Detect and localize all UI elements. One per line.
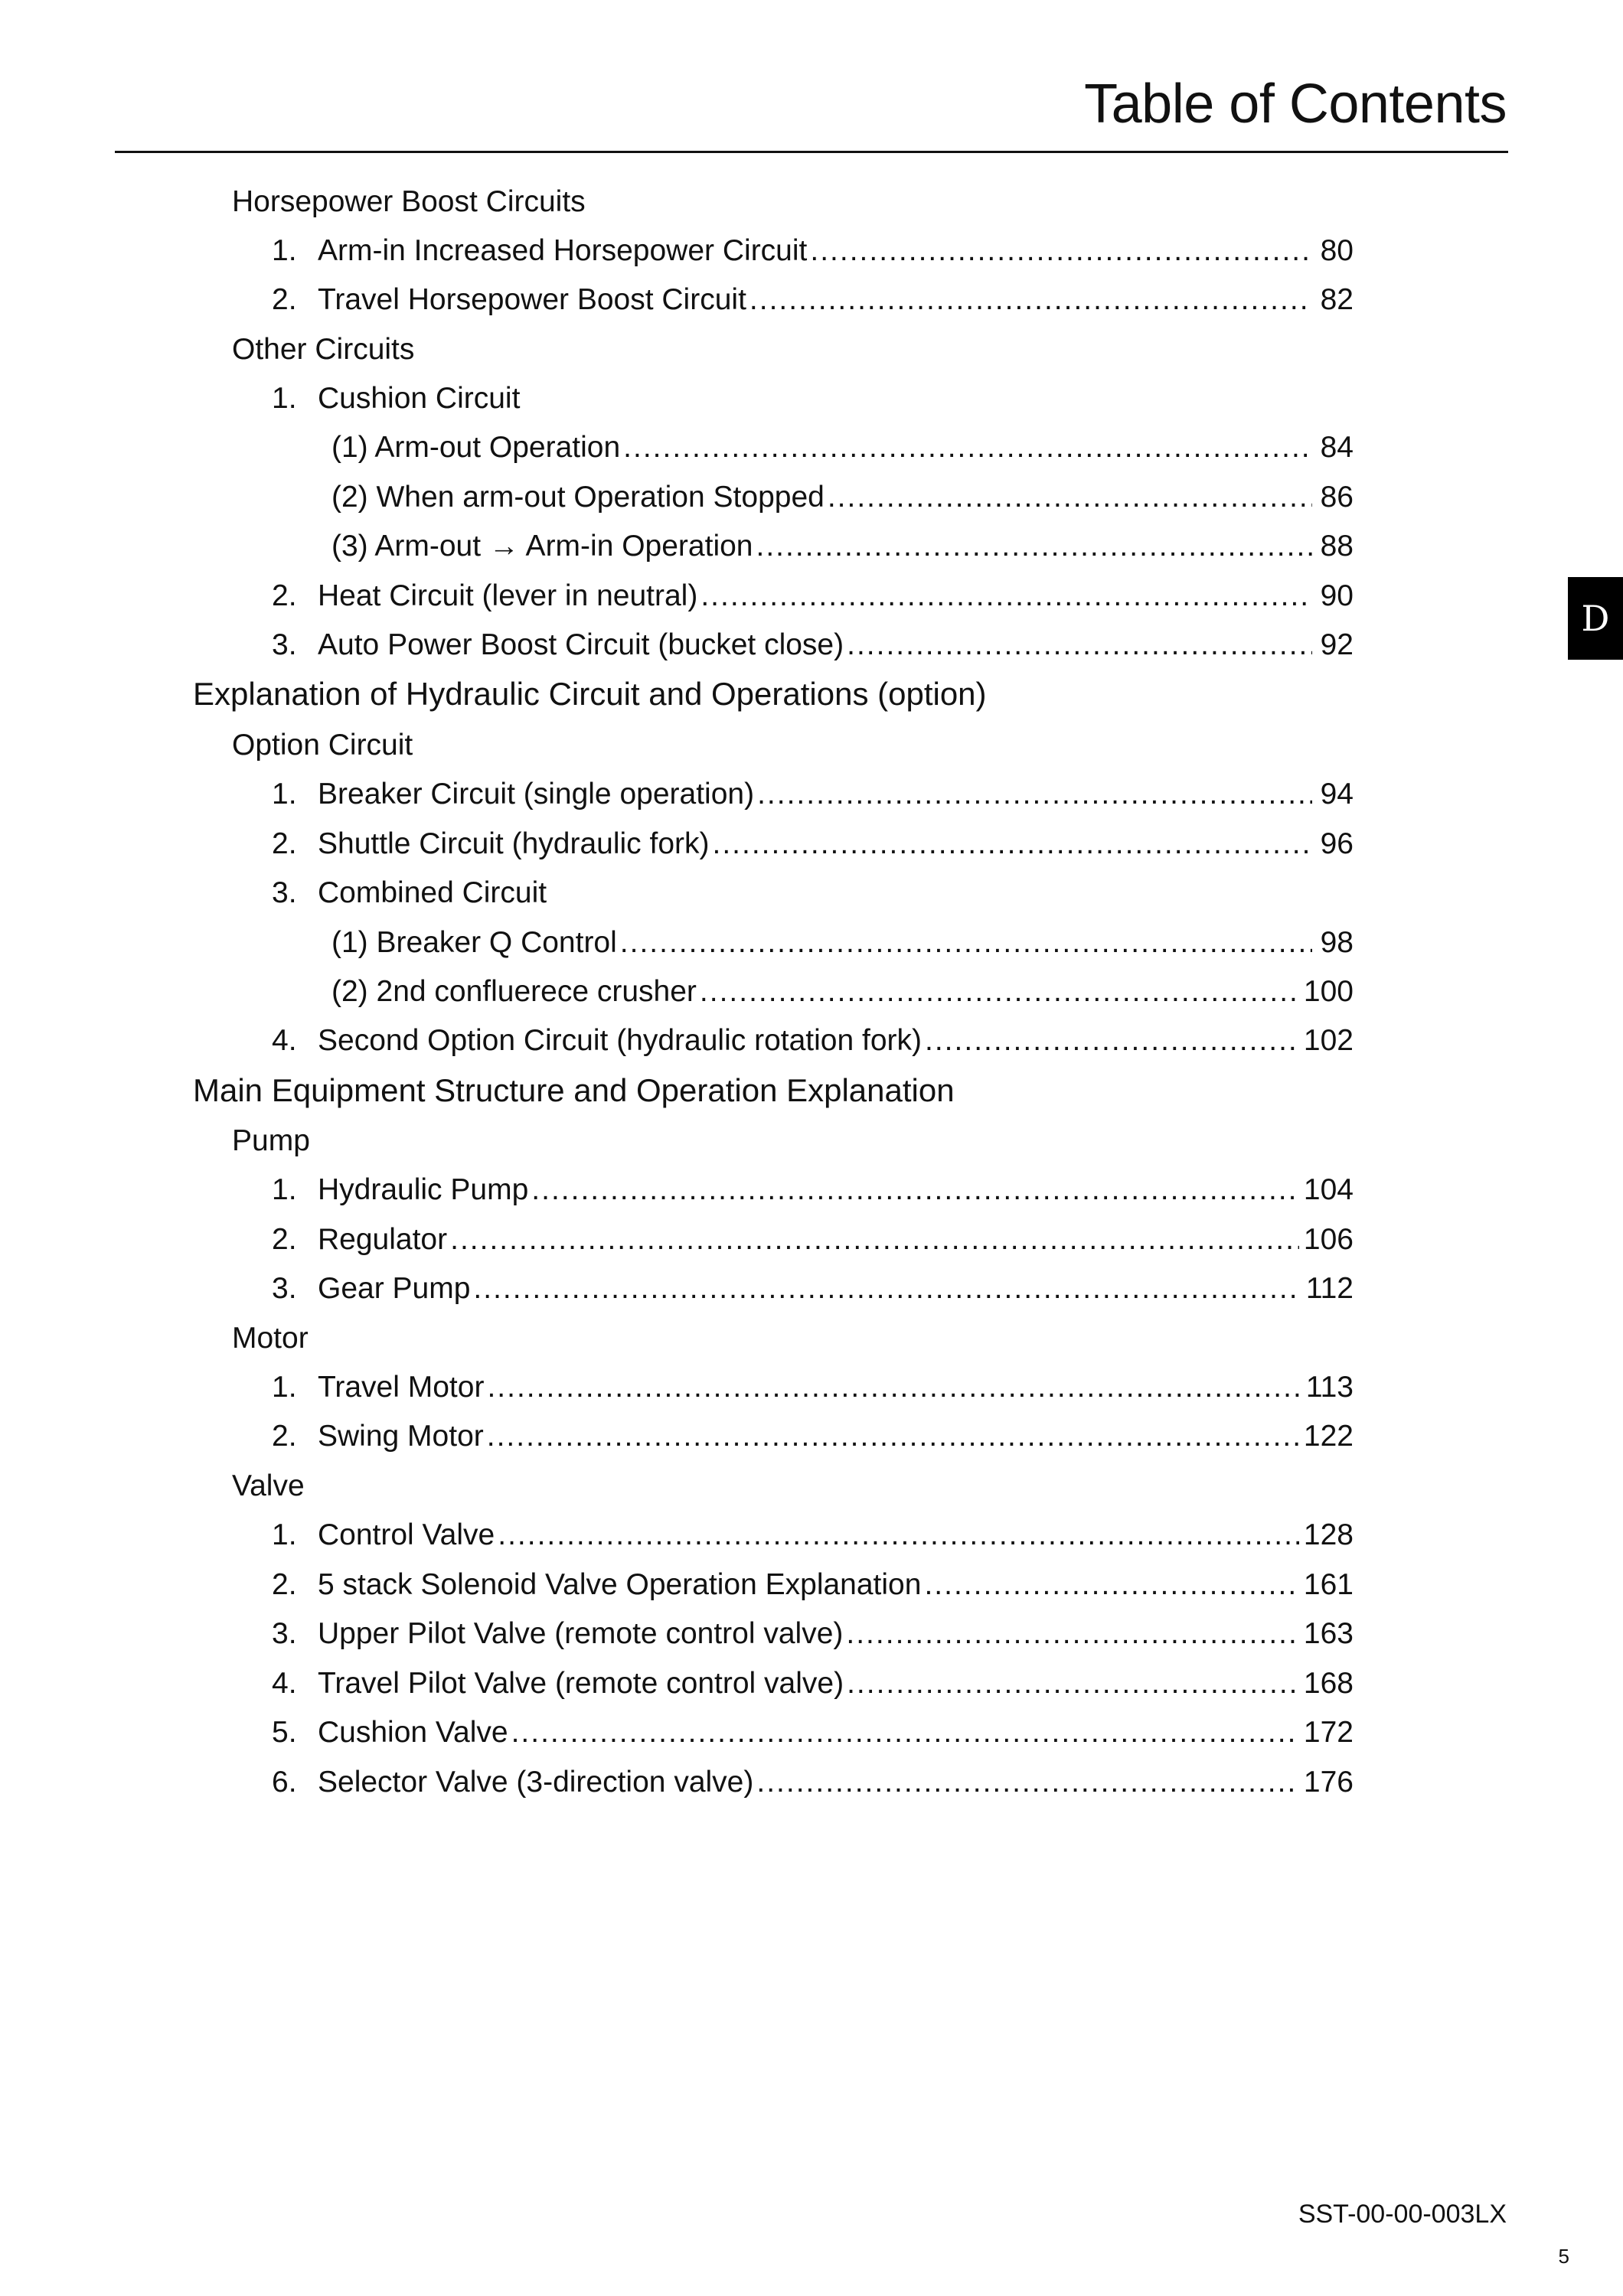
toc-page: 98	[1320, 926, 1354, 959]
toc-entry[interactable]	[272, 575, 1354, 618]
toc-entry[interactable]	[272, 872, 547, 915]
toc-page: 90	[1320, 579, 1354, 612]
toc-label: (2) When arm-out Operation Stopped	[331, 481, 825, 514]
toc-entry[interactable]	[272, 1662, 1354, 1705]
toc-label: Cushion Valve	[318, 1716, 508, 1749]
toc-entry[interactable]	[272, 377, 520, 420]
toc-page: 80	[1320, 234, 1354, 267]
toc-label: Upper Pilot Valve (remote control valve)	[318, 1617, 844, 1650]
toc-section-heading	[193, 1069, 955, 1112]
toc-page: 161	[1303, 1568, 1354, 1601]
toc-page: 84	[1320, 431, 1354, 464]
toc-entry[interactable]	[331, 921, 1354, 964]
toc-entry[interactable]	[272, 1514, 1354, 1557]
toc-number: 2.	[272, 1420, 297, 1453]
toc-number: 6.	[272, 1766, 297, 1799]
toc-page: 88	[1320, 530, 1354, 563]
toc-label: Cushion Circuit	[318, 382, 521, 415]
toc-entry[interactable]	[331, 476, 1354, 519]
toc-subsection-heading	[232, 181, 586, 223]
toc-label: (3) Arm-out → Arm-in Operation	[331, 530, 753, 563]
dot-leader	[620, 921, 1312, 964]
toc-label: (1) Breaker Q Control	[331, 926, 617, 959]
toc-subsection-heading	[232, 1317, 309, 1360]
toc-label: Combined Circuit	[318, 876, 547, 909]
toc-label: (2) 2nd confluerece crusher	[331, 975, 697, 1008]
toc-label: Option Circuit	[232, 729, 413, 762]
toc-label: Explanation of Hydraulic Circuit and Operations (option)	[193, 676, 987, 712]
dot-leader	[847, 624, 1312, 667]
toc-subsection-heading	[232, 328, 414, 371]
header-divider	[115, 151, 1508, 153]
toc-page: 168	[1303, 1667, 1354, 1700]
dot-leader	[757, 773, 1312, 816]
toc-entry[interactable]	[272, 1169, 1354, 1212]
toc-page: 102	[1303, 1024, 1354, 1057]
toc-label: Travel Horsepower Boost Circuit	[318, 283, 746, 316]
toc-page: 176	[1303, 1766, 1354, 1799]
toc-label: Regulator	[318, 1223, 448, 1256]
toc-label: Shuttle Circuit (hydraulic fork)	[318, 827, 710, 860]
toc-label: Swing Motor	[318, 1420, 484, 1453]
toc-entry[interactable]	[272, 624, 1354, 667]
page-title: Table of Contents	[1084, 73, 1507, 135]
toc-page: 82	[1320, 283, 1354, 316]
dot-leader	[473, 1267, 1301, 1310]
toc-number: 2.	[272, 827, 297, 860]
toc-number: 3.	[272, 876, 297, 909]
toc-page: 100	[1303, 975, 1354, 1008]
toc-subsection-heading	[232, 1120, 310, 1163]
dot-leader	[487, 1366, 1301, 1409]
toc-page: 113	[1305, 1371, 1354, 1404]
toc-number: 2.	[272, 1568, 297, 1601]
toc-label: Other Circuits	[232, 333, 415, 366]
dot-leader	[700, 575, 1312, 618]
toc-number: 2.	[272, 579, 297, 612]
toc-number: 1.	[272, 234, 297, 267]
toc-label: Horsepower Boost Circuits	[232, 185, 586, 218]
toc-label: Motor	[232, 1322, 309, 1355]
toc-entry[interactable]	[331, 426, 1354, 469]
toc-number: 3.	[272, 1617, 297, 1650]
toc-label: Auto Power Boost Circuit (bucket close)	[318, 628, 844, 661]
dot-leader	[450, 1218, 1299, 1261]
dot-leader	[713, 823, 1313, 866]
toc-entry[interactable]	[331, 970, 1354, 1013]
dot-leader	[847, 1662, 1299, 1705]
toc-label: Breaker Circuit (single operation)	[318, 778, 755, 810]
toc-page: 128	[1303, 1518, 1354, 1551]
toc-entry[interactable]	[272, 1218, 1354, 1261]
toc-subsection-heading	[232, 1465, 305, 1508]
toc-entry[interactable]	[272, 1019, 1354, 1062]
toc-subsection-heading	[232, 724, 413, 767]
dot-leader	[756, 525, 1313, 568]
toc-label: Travel Motor	[318, 1371, 485, 1404]
toc-label: Gear Pump	[318, 1272, 471, 1305]
dot-leader	[925, 1019, 1299, 1062]
toc-number: 1.	[272, 1173, 297, 1206]
toc-page: 104	[1303, 1173, 1354, 1206]
toc-entry[interactable]	[272, 1761, 1354, 1804]
toc-label: Arm-in Increased Horsepower Circuit	[318, 234, 808, 267]
toc-number: 1.	[272, 382, 297, 415]
toc-number: 1.	[272, 1371, 297, 1404]
document-code: SST-00-00-003LX	[1298, 2200, 1507, 2229]
dot-leader	[511, 1711, 1299, 1754]
toc-entry[interactable]	[272, 230, 1354, 272]
toc-label: Heat Circuit (lever in neutral)	[318, 579, 698, 612]
toc-label: Travel Pilot Valve (remote control valve)	[318, 1667, 844, 1700]
toc-number: 5.	[272, 1716, 297, 1749]
toc-label: Main Equipment Structure and Operation Explanation	[193, 1072, 955, 1108]
toc-page: 86	[1320, 481, 1354, 514]
toc-entry[interactable]	[331, 525, 1354, 568]
toc-page: 163	[1303, 1617, 1354, 1650]
toc-page: 122	[1303, 1420, 1354, 1453]
toc-label: Control Valve	[318, 1518, 495, 1551]
toc-number: 1.	[272, 1518, 297, 1551]
toc-entry[interactable]	[272, 1564, 1354, 1606]
toc-entry[interactable]	[272, 1613, 1354, 1655]
toc-entry[interactable]	[272, 1711, 1354, 1754]
dot-leader	[498, 1514, 1299, 1557]
dot-leader	[487, 1415, 1299, 1458]
toc-page: 92	[1320, 628, 1354, 661]
toc-label: (1) Arm-out Operation	[331, 431, 621, 464]
toc-number: 4.	[272, 1024, 297, 1057]
toc-label: Hydraulic Pump	[318, 1173, 529, 1206]
section-tab: D	[1568, 577, 1623, 660]
toc-label: Pump	[232, 1124, 310, 1157]
toc-entry[interactable]	[272, 773, 1354, 816]
toc-number: 2.	[272, 283, 297, 316]
toc-number: 4.	[272, 1667, 297, 1700]
toc-number: 1.	[272, 778, 297, 810]
dot-leader	[623, 426, 1312, 469]
toc-label: Valve	[232, 1469, 305, 1502]
toc-label: Second Option Circuit (hydraulic rotation fork)	[318, 1024, 923, 1057]
toc-number: 3.	[272, 1272, 297, 1305]
dot-leader	[924, 1564, 1298, 1606]
dot-leader	[756, 1761, 1299, 1804]
toc-label: 5 stack Solenoid Valve Operation Explanation	[318, 1568, 922, 1601]
toc-entry[interactable]	[272, 823, 1354, 866]
dot-leader	[531, 1169, 1299, 1212]
toc-number: 2.	[272, 1223, 297, 1256]
toc-entry[interactable]	[272, 279, 1354, 321]
dot-leader	[828, 476, 1312, 519]
dot-leader	[846, 1613, 1299, 1655]
dot-leader	[810, 230, 1312, 272]
toc-number: 3.	[272, 628, 297, 661]
toc-entry[interactable]	[272, 1267, 1354, 1310]
toc-page: 96	[1320, 827, 1354, 860]
toc-page: 172	[1303, 1716, 1354, 1749]
toc-section-heading	[193, 673, 987, 716]
toc-entry[interactable]	[272, 1366, 1354, 1409]
toc-entry[interactable]	[272, 1415, 1354, 1458]
toc-page: 106	[1303, 1223, 1354, 1256]
dot-leader	[749, 279, 1312, 321]
toc-page: 94	[1320, 778, 1354, 810]
toc-page: 112	[1305, 1272, 1354, 1305]
dot-leader	[700, 970, 1299, 1013]
toc-label: Selector Valve (3-direction valve)	[318, 1766, 754, 1799]
page-number: 5	[1558, 2245, 1569, 2268]
